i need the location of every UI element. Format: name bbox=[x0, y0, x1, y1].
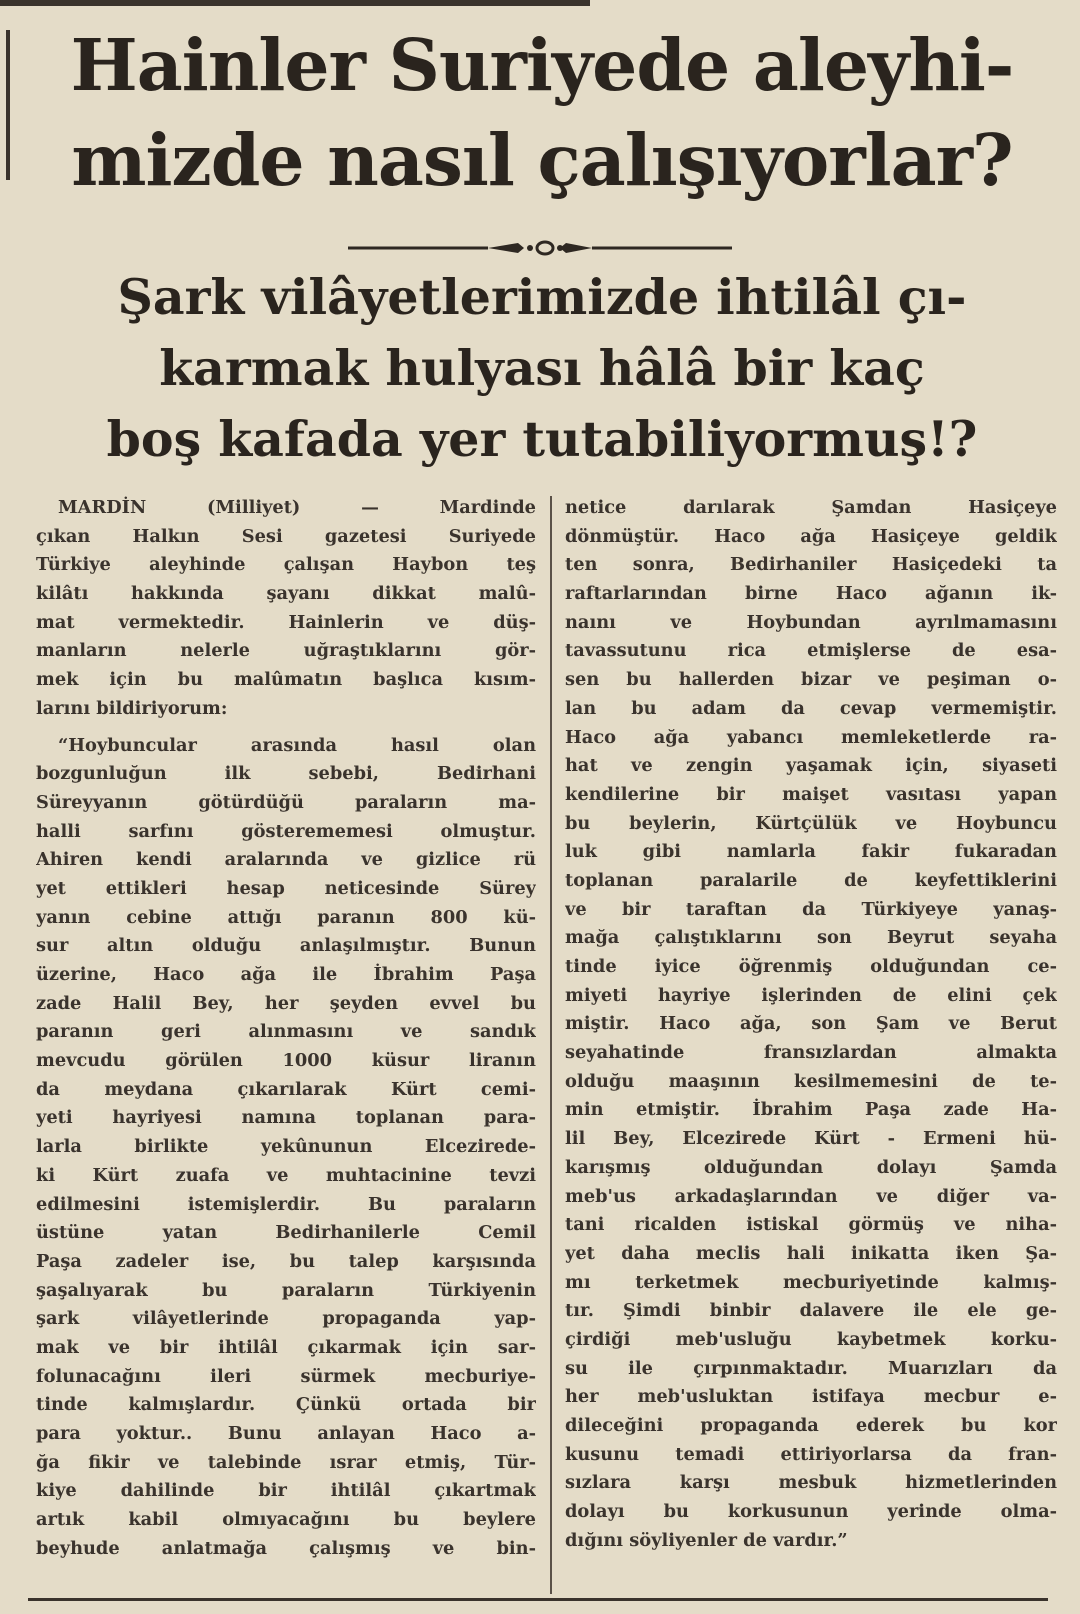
text-line: tavassutunu rica etmişlerse de esa- bbox=[565, 640, 1057, 662]
text-line: yeti hayriyesi namına toplanan para- bbox=[36, 1107, 536, 1129]
text-line: Haco ağa yabancı memleketlerde ra- bbox=[565, 726, 1057, 748]
text-line: larla birlikte yekûnunun Elcezirede- bbox=[36, 1136, 536, 1158]
column-divider bbox=[550, 496, 552, 1594]
text-line: Ahiren kendi aralarında ve gizlice rü bbox=[36, 849, 536, 871]
text-line: folunacağını ileri sürmek mecburiye- bbox=[36, 1365, 536, 1387]
text-line: edilmesini istemişlerdir. Bu paraların bbox=[36, 1193, 536, 1215]
text-line: artık kabil olmıyacağını bu beylere bbox=[36, 1509, 536, 1531]
text-line: beyhude anlatmağa çalışmış ve bin- bbox=[36, 1537, 536, 1559]
text-line: dönmüştür. Haco ağa Hasiçeye geldik bbox=[565, 525, 1057, 547]
text-line: raftarlarından birne Haco ağanın ik- bbox=[565, 583, 1057, 605]
text-line: dığını söyliyenler de vardır.” bbox=[565, 1529, 848, 1551]
text-line: seyahatinde fransızlardan almakta bbox=[565, 1042, 1057, 1064]
text-line: miyeti hayriye işlerinden de elini çek bbox=[565, 984, 1057, 1006]
text-line: mak ve bir ihtilâl çıkarmak için sar- bbox=[36, 1336, 536, 1358]
text-line: MARDİN (Milliyet) — Mardinde bbox=[58, 497, 536, 518]
subheadline bbox=[36, 262, 1048, 475]
text-line: karışmış olduğundan dolayı Şamda bbox=[565, 1156, 1057, 1178]
text-line: tinde iyice öğrenmiş olduğundan ce- bbox=[565, 956, 1057, 977]
subheadline-line: Şark vilâyetlerimizde ihtilâl çı- bbox=[117, 268, 967, 326]
text-line: dolayı bu korkusunun yerinde olma- bbox=[565, 1501, 1057, 1523]
text-line: Türkiye aleyhinde çalışan Haybon teş bbox=[36, 554, 536, 576]
text-line: ve bir taraftan da Türkiyeye yanaş- bbox=[565, 898, 1057, 920]
text-line: mat vermektedir. Hainlerin ve düş- bbox=[36, 611, 536, 633]
text-line: üstüne yatan Bedirhanilerle Cemil bbox=[36, 1222, 536, 1244]
article-column-left bbox=[36, 494, 536, 1563]
text-line: larını bildiriyorum: bbox=[36, 697, 228, 719]
text-line: mevcudu görülen 1000 küsur liranın bbox=[36, 1050, 536, 1072]
text-line: Süreyyanın götürdüğü paraların ma- bbox=[36, 791, 536, 813]
text-line: halli sarfını gösterememesi olmuştur. bbox=[36, 820, 536, 842]
text-line: mı terketmek mecburiyetinde kalmış- bbox=[565, 1271, 1057, 1293]
text-line: lan bu adam da cevap vermemiştir. bbox=[565, 697, 1057, 719]
text-line: tani ricalden istiskal görmüş ve niha- bbox=[565, 1214, 1057, 1236]
text-line: kilâtı hakkında şayanı dikkat malû- bbox=[36, 583, 536, 605]
text-line: sızlara karşı mesbuk hizmetlerinden bbox=[565, 1472, 1057, 1494]
text-line: ki Kürt zuafa ve muhtacinine tevzi bbox=[36, 1164, 536, 1186]
text-line: bozgunluğun ilk sebebi, Bedirhani bbox=[36, 763, 536, 785]
text-line: bu beylerin, Kürtçülük ve Hoybuncu bbox=[565, 812, 1057, 834]
text-line: manların nelerle uğraştıklarını gör- bbox=[36, 640, 536, 662]
text-line: her meb'usluktan istifaya mecbur e- bbox=[565, 1386, 1057, 1408]
text-line: meb'us arkadaşlarından ve diğer va- bbox=[565, 1185, 1057, 1207]
text-line: çirdiği meb'usluğu kaybetmek korku- bbox=[565, 1328, 1057, 1350]
text-line: kiye dahilinde bir ihtilâl çıkartmak bbox=[36, 1480, 536, 1502]
text-line: şaşalıyarak bu paraların Türkiyenin bbox=[36, 1279, 536, 1301]
headline-line: mizde nasıl çalışıyorlar? bbox=[71, 118, 1013, 202]
headline bbox=[32, 18, 1052, 208]
subheadline-line: boş kafada yer tutabiliyormuş!? bbox=[106, 410, 978, 468]
text-line: olduğu maaşının kesilmemesini de te- bbox=[565, 1070, 1057, 1092]
text-line: sen bu hallerden bizar ve peşiman o- bbox=[565, 669, 1057, 691]
headline-line: Hainler Suriyede aleyhi- bbox=[70, 23, 1014, 107]
subheadline-line: karmak hulyası hâlâ bir kaç bbox=[159, 339, 925, 397]
top-border-rule bbox=[0, 0, 590, 6]
text-line: yet daha meclis hali inikatta iken Şa- bbox=[565, 1242, 1057, 1264]
text-line: tinde kalmışlardır. Çünkü ortada bir bbox=[36, 1394, 536, 1416]
text-line: sur altın olduğu anlaşılmıştır. Bunun bbox=[36, 935, 536, 957]
text-line: paranın geri alınmasını ve sandık bbox=[36, 1021, 536, 1043]
text-line: toplanan paralarile de keyfettiklerini bbox=[565, 869, 1057, 891]
text-line: mağa çalıştıklarını son Beyrut seyaha bbox=[565, 927, 1057, 949]
text-line: dileceğini propaganda ederek bu kor bbox=[565, 1415, 1057, 1436]
text-line: da meydana çıkarılarak Kürt cemi- bbox=[36, 1078, 536, 1100]
ornamental-divider bbox=[348, 238, 732, 258]
text-line: mek için bu malûmatın başlıca kısım- bbox=[36, 669, 536, 691]
text-line: çıkan Halkın Sesi gazetesi Suriyede bbox=[36, 525, 536, 547]
text-line: min etmiştir. İbrahim Paşa zade Ha- bbox=[565, 1099, 1057, 1121]
text-line: para yoktur.. Bunu anlayan Haco a- bbox=[36, 1423, 536, 1444]
text-line: yanın cebine attığı paranın 800 kü- bbox=[36, 906, 536, 928]
text-line: hat ve zengin yaşamak için, siyaseti bbox=[565, 755, 1057, 777]
text-line: tır. Şimdi binbir dalavere ile ele ge- bbox=[565, 1300, 1057, 1322]
text-line: Paşa zadeler ise, bu talep karşısında bbox=[36, 1250, 536, 1272]
left-column-rule bbox=[6, 30, 10, 180]
bottom-border-rule bbox=[28, 1598, 1048, 1601]
text-line: kendilerine bir maişet vasıtası yapan bbox=[565, 783, 1057, 805]
text-line: “Hoybuncular arasında hasıl olan bbox=[58, 734, 536, 756]
text-line: lil Bey, Elcezirede Kürt - Ermeni hü- bbox=[565, 1128, 1057, 1150]
text-line: ten sonra, Bedirhaniler Hasiçedeki ta bbox=[565, 554, 1057, 576]
text-line: netice darılarak Şamdan Hasiçeye bbox=[565, 497, 1057, 518]
text-line: miştir. Haco ağa, son Şam ve Berut bbox=[565, 1013, 1057, 1035]
text-line: ğa fikir ve talebinde ısrar etmiş, Tür- bbox=[36, 1451, 536, 1473]
text-line: üzerine, Haco ağa ile İbrahim Paşa bbox=[36, 964, 536, 985]
article-column-right bbox=[565, 494, 1057, 1555]
text-line: kusunu temadi ettiriyorlarsa da fran- bbox=[565, 1443, 1057, 1465]
text-line: zade Halil Bey, her şeyden evvel bu bbox=[36, 992, 536, 1014]
text-line: naını ve Hoybundan ayrılmamasını bbox=[565, 611, 1057, 633]
text-line: şark vilâyetlerinde propaganda yap- bbox=[36, 1308, 536, 1330]
text-line: su ile çırpınmaktadır. Muarızları da bbox=[565, 1357, 1057, 1379]
text-line: yet ettikleri hesap neticesinde Sürey bbox=[36, 877, 536, 899]
text-line: luk gibi namlarla fakir fukaradan bbox=[565, 841, 1057, 863]
